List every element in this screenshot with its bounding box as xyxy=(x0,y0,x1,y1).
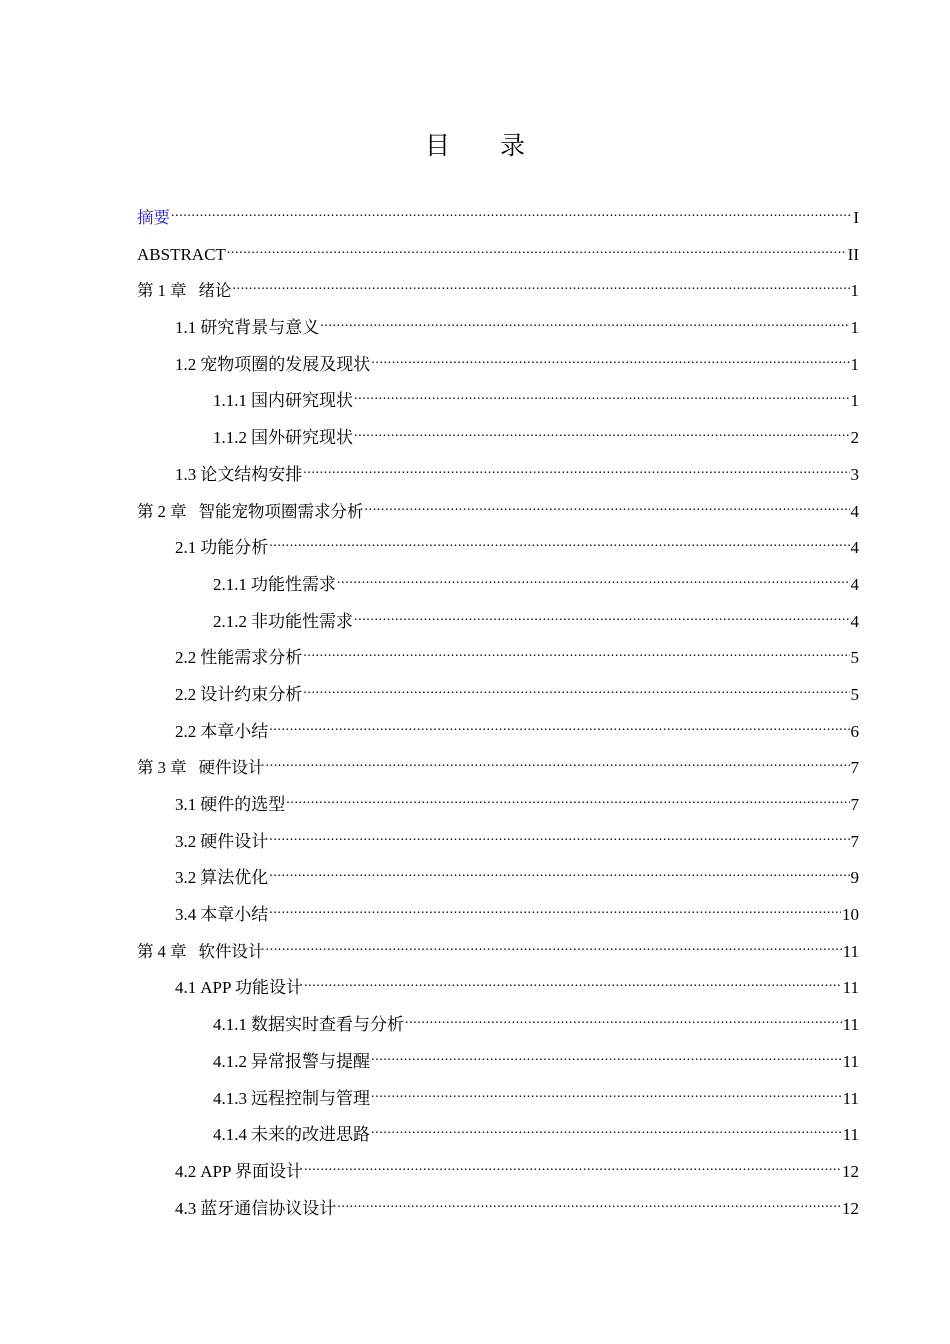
toc-entry-number: 2.1.1 xyxy=(213,574,247,594)
toc-entry-number: 2.2 xyxy=(175,684,197,704)
toc-entry-number: 1.1.1 xyxy=(213,391,247,411)
toc-entry-label xyxy=(175,677,302,714)
toc-entry-number: 2.1.2 xyxy=(213,611,247,631)
toc-entry-page-number: 11 xyxy=(842,1015,859,1035)
toc-entry-text: 本章小结 xyxy=(200,721,269,741)
toc-entry-page-number: 11 xyxy=(842,1051,859,1071)
toc-entry-number: 4.1.2 xyxy=(213,1051,247,1071)
toc-entry-label xyxy=(175,1191,336,1228)
toc-entry-page-number: 11 xyxy=(842,941,859,961)
toc-dot-leader xyxy=(354,386,850,406)
toc-dot-leader xyxy=(303,680,849,700)
toc-entry-page-number: 11 xyxy=(842,978,859,998)
toc-dot-leader xyxy=(371,1047,842,1067)
toc-entry[interactable] xyxy=(137,970,859,1007)
toc-entry-page-number: II xyxy=(847,244,859,264)
toc-entry-page-number: 4 xyxy=(850,501,859,521)
toc-entry-page-number: 10 xyxy=(842,905,859,925)
toc-entry-label xyxy=(175,457,302,494)
toc-entry-text: 宠物项圈的发展及现状 xyxy=(200,354,371,374)
toc-entry-page-number: 7 xyxy=(850,758,859,778)
toc-entry-page-number: I xyxy=(853,208,859,227)
toc-entry-text: 远程控制与管理 xyxy=(251,1088,370,1108)
toc-entry-text: 智能宠物项圈需求分析 xyxy=(198,501,364,521)
toc-entry[interactable] xyxy=(137,383,859,420)
toc-entry[interactable] xyxy=(137,273,859,310)
toc-entry-number: 2.2 xyxy=(175,721,197,741)
toc-entry-number: 1.2 xyxy=(175,354,197,374)
toc-entry-number: 第 1 章 xyxy=(137,281,187,301)
toc-entry-page-number: 4 xyxy=(850,574,859,594)
toc-entry[interactable] xyxy=(137,530,859,567)
toc-entry-number: 1.1 xyxy=(175,318,197,338)
toc-entry-label xyxy=(137,237,226,274)
toc-dot-leader xyxy=(286,790,849,810)
toc-entry-text: ABSTRACT xyxy=(137,244,226,264)
toc-dot-leader xyxy=(365,497,850,517)
title-part-2: 录 xyxy=(500,131,526,160)
toc-dot-leader xyxy=(337,570,850,590)
toc-entry[interactable] xyxy=(137,567,859,604)
toc-dot-leader xyxy=(303,643,849,663)
toc-dot-leader xyxy=(269,533,849,553)
toc-entry-number: 1.3 xyxy=(175,464,197,484)
toc-entry-page-number: 1 xyxy=(850,281,859,301)
toc-entry-label xyxy=(213,1081,370,1118)
toc-entry-label xyxy=(175,897,268,934)
toc-entry-label xyxy=(213,1007,404,1044)
toc-entry-label xyxy=(175,1154,303,1191)
toc-entry-number: 4.3 xyxy=(175,1198,197,1218)
toc-entry-number: 3.2 xyxy=(175,868,197,888)
toc-entry-page-number: 11 xyxy=(842,1125,859,1145)
toc-entry[interactable] xyxy=(137,1117,859,1154)
toc-entry-page-number: 7 xyxy=(850,795,859,814)
toc-dot-leader xyxy=(320,313,849,333)
toc-dot-leader xyxy=(304,973,842,993)
toc-entry-page-number: 1 xyxy=(850,318,859,338)
toc-entry[interactable] xyxy=(137,750,859,787)
toc-entry-label xyxy=(213,567,336,604)
toc-entry-label xyxy=(137,934,265,971)
toc-dot-leader xyxy=(269,717,849,737)
toc-entry-text: 数据实时查看与分析 xyxy=(251,1015,404,1035)
toc-entry-label xyxy=(175,530,268,567)
toc-entry-label xyxy=(175,714,268,751)
toc-dot-leader xyxy=(171,203,852,223)
toc-entry[interactable] xyxy=(137,1081,859,1118)
toc-entry-text: 蓝牙通信协议设计 xyxy=(200,1198,337,1218)
toc-entry[interactable] xyxy=(137,457,859,494)
toc-entry-label xyxy=(137,494,364,531)
toc-entry[interactable] xyxy=(137,897,859,934)
toc-dot-leader xyxy=(337,1194,841,1214)
toc-entry[interactable] xyxy=(137,714,859,751)
toc-entry-label xyxy=(137,200,170,237)
toc-entry[interactable] xyxy=(137,824,859,861)
toc-entry-page-number: 9 xyxy=(850,868,859,888)
toc-entry-page-number: 11 xyxy=(842,1088,859,1108)
toc-entry-number: 4.1.4 xyxy=(213,1125,247,1145)
toc-dot-leader xyxy=(269,827,849,847)
toc-entry-page-number: 4 xyxy=(850,538,859,558)
toc-entry-page-number: 7 xyxy=(850,831,859,851)
toc-entry-number: 2.1 xyxy=(175,538,197,558)
toc-dot-leader xyxy=(304,1157,841,1177)
toc-entry-text: 本章小结 xyxy=(200,905,269,925)
toc-entry-number: 3.4 xyxy=(175,905,197,925)
toc-entry-text: APP 界面设计 xyxy=(200,1161,304,1181)
toc-entry-text: 非功能性需求 xyxy=(251,611,353,631)
toc-entry-text: 功能分析 xyxy=(200,538,269,558)
toc-entry-text: 硬件设计 xyxy=(198,758,265,778)
toc-entry[interactable] xyxy=(137,604,859,641)
table-of-contents xyxy=(137,200,859,1227)
toc-entry-number: 4.1 xyxy=(175,978,197,998)
toc-entry[interactable] xyxy=(137,494,859,531)
toc-entry-text: 算法优化 xyxy=(200,868,269,888)
toc-entry-number: 1.1.2 xyxy=(213,428,247,448)
toc-dot-leader xyxy=(269,900,841,920)
toc-entry-page-number: 1 xyxy=(850,354,859,374)
toc-entry-text: 软件设计 xyxy=(198,941,265,961)
toc-entry[interactable] xyxy=(137,860,859,897)
toc-entry-page-number: 5 xyxy=(850,684,859,704)
toc-entry-text: 异常报警与提醒 xyxy=(251,1051,370,1071)
toc-entry-number: 第 2 章 xyxy=(137,501,187,521)
toc-dot-leader xyxy=(371,1084,842,1104)
toc-entry-number: 2.2 xyxy=(175,648,197,668)
toc-entry-number: 第 3 章 xyxy=(137,758,187,778)
toc-entry[interactable] xyxy=(137,934,859,971)
toc-entry-page-number: 3 xyxy=(850,464,859,484)
toc-entry-label xyxy=(175,860,268,897)
toc-entry-text: 性能需求分析 xyxy=(200,648,303,668)
toc-entry[interactable] xyxy=(137,237,859,274)
toc-entry-label xyxy=(175,824,268,861)
toc-entry[interactable] xyxy=(137,420,859,457)
toc-entry[interactable] xyxy=(137,1007,859,1044)
toc-entry-number: 3.2 xyxy=(175,831,197,851)
toc-entry-label xyxy=(175,970,303,1007)
toc-dot-leader xyxy=(266,937,842,957)
toc-entry-label xyxy=(175,787,285,824)
toc-entry-page-number: 12 xyxy=(842,1161,859,1181)
toc-dot-leader xyxy=(371,350,849,370)
toc-entry[interactable] xyxy=(137,677,859,714)
toc-entry-number: 4.2 xyxy=(175,1161,197,1181)
toc-entry[interactable] xyxy=(137,1044,859,1081)
toc-entry[interactable] xyxy=(137,347,859,384)
toc-entry-text: APP 功能设计 xyxy=(200,978,304,998)
toc-entry-label xyxy=(175,640,302,677)
toc-entry-label xyxy=(213,604,353,641)
toc-dot-leader xyxy=(354,607,850,627)
toc-dot-leader xyxy=(227,240,847,260)
toc-entry-text: 设计约束分析 xyxy=(200,684,303,704)
toc-entry-label xyxy=(213,1044,370,1081)
toc-entry[interactable] xyxy=(137,787,859,824)
toc-entry-text: 未来的改进思路 xyxy=(251,1125,370,1145)
toc-entry-page-number: 4 xyxy=(850,611,859,631)
toc-entry-label xyxy=(213,1117,370,1154)
toc-entry-number: 第 4 章 xyxy=(137,941,187,961)
toc-entry[interactable] xyxy=(137,640,859,677)
toc-dot-leader xyxy=(266,753,850,773)
toc-entry-text: 硬件的选型 xyxy=(200,795,286,814)
toc-entry-text: 国外研究现状 xyxy=(251,428,353,448)
toc-entry-label xyxy=(175,310,319,347)
toc-dot-leader xyxy=(269,863,849,883)
toc-dot-leader xyxy=(303,460,849,480)
toc-entry-label xyxy=(137,273,232,310)
toc-entry[interactable] xyxy=(137,310,859,347)
toc-entry-text: 国内研究现状 xyxy=(251,391,353,411)
toc-entry-page-number: 1 xyxy=(850,391,859,411)
toc-entry-number: 3.1 xyxy=(175,795,197,814)
toc-entry-text: 绪论 xyxy=(198,281,232,301)
toc-entry-page-number: 12 xyxy=(842,1198,859,1218)
toc-entry-number: 4.1.3 xyxy=(213,1088,247,1108)
toc-entry-number: 4.1.1 xyxy=(213,1015,247,1035)
toc-entry-label xyxy=(175,347,370,384)
toc-entry-text: 硬件设计 xyxy=(200,831,269,851)
toc-entry[interactable] xyxy=(137,1154,859,1191)
toc-entry-label xyxy=(213,420,353,457)
toc-entry-page-number: 5 xyxy=(850,648,859,668)
toc-entry-text: 研究背景与意义 xyxy=(200,318,320,338)
toc-entry-text: 功能性需求 xyxy=(251,574,336,594)
toc-entry[interactable] xyxy=(137,200,859,237)
toc-entry-text: 论文结构安排 xyxy=(200,464,303,484)
toc-dot-leader xyxy=(405,1010,842,1030)
toc-entry-page-number: 2 xyxy=(850,428,859,448)
toc-entry-page-number: 6 xyxy=(850,721,859,741)
toc-entry[interactable] xyxy=(137,1191,859,1228)
toc-entry-label xyxy=(137,750,265,787)
toc-entry-text: 摘要 xyxy=(137,208,170,227)
toc-dot-leader xyxy=(354,423,850,443)
page-title xyxy=(0,128,950,164)
toc-dot-leader xyxy=(371,1120,842,1140)
title-part-1: 目 xyxy=(424,131,450,160)
toc-entry-label xyxy=(213,383,353,420)
toc-dot-leader xyxy=(233,276,850,296)
